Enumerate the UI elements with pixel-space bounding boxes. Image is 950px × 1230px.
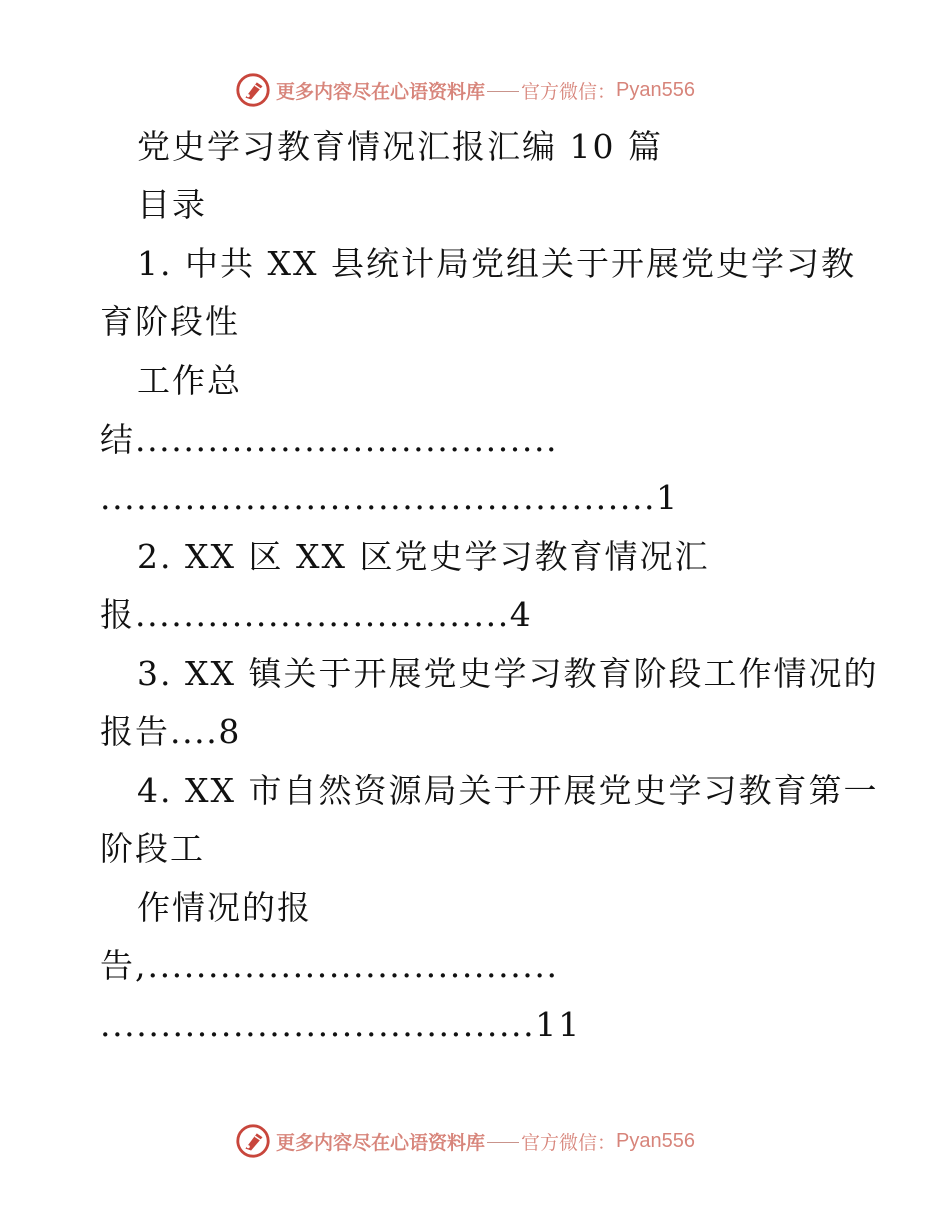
- toc-entry-2-page: 4: [509, 595, 533, 634]
- toc-entry-3-line2: [100, 712, 241, 752]
- watermark-slogan: 更多内容尽在心语资料库: [276, 80, 486, 103]
- toc-entry-1-leader-dots-2: ..............................................: [100, 478, 657, 517]
- toc-entry-1-leader-dots: ...................................: [135, 420, 559, 459]
- watermark-wechat-id: Pyan556: [616, 78, 695, 101]
- toc-entry-2-leader-dots: ...............................: [135, 595, 510, 634]
- toc-entry-1-title-line3: 工作总: [137, 361, 242, 400]
- toc-entry-4-number: 4.: [137, 771, 173, 810]
- toc-entry-2-line2: [100, 595, 533, 635]
- toc-entry-4-line5: [100, 1005, 581, 1045]
- watermark-wechat-id: Pyan556: [616, 1129, 695, 1152]
- toc-entry-4-leader-dots-2: ....................................: [100, 1005, 536, 1044]
- watermark-separator: [487, 91, 519, 92]
- toc-entry-1-line5: [100, 478, 679, 518]
- watermark-wechat-label: 官方微信：: [521, 80, 617, 103]
- toc-entry-3[interactable]: [137, 654, 878, 694]
- toc-entry-1-title-line2: 育阶段性: [100, 302, 240, 341]
- toc-entry-4-title-line4: 告,: [100, 946, 148, 985]
- watermark-banner-top: [234, 70, 695, 110]
- watermark-slogan: 更多内容尽在心语资料库: [276, 1131, 486, 1154]
- toc-entry-1-title-line1: 中共 XX 县统计局党组关于开展党史学习教: [185, 244, 856, 283]
- watermark-wechat-label: 官方微信：: [521, 1131, 617, 1154]
- toc-entry-1-page: 1: [656, 478, 680, 517]
- toc-entry-2-number: 2.: [137, 537, 173, 576]
- toc-heading: 目录: [137, 185, 207, 224]
- toc-entry-2-title-line2: 报: [100, 595, 135, 634]
- toc-entry-1-number: 1.: [137, 244, 173, 283]
- toc-entry-4-leader-dots: ..................................: [147, 946, 559, 985]
- pen-nib-circle-icon: [234, 1122, 272, 1160]
- toc-entry-1-title-line4: 结: [100, 420, 135, 459]
- toc-entry-2[interactable]: [137, 537, 709, 577]
- watermark-banner-bottom: [234, 1121, 695, 1161]
- toc-entry-2-title-line1: XX 区 XX 区党史学习教育情况汇: [185, 537, 710, 576]
- toc-entry-3-page: 8: [218, 712, 242, 751]
- watermark-separator: [487, 1142, 519, 1143]
- toc-entry-4[interactable]: [137, 771, 878, 811]
- pen-nib-circle-icon: [234, 71, 272, 109]
- toc-entry-3-title-line1: XX 镇关于开展党史学习教育阶段工作情况的: [185, 654, 879, 693]
- toc-entry-4-title-line1: XX 市自然资源局关于开展党史学习教育第一: [185, 771, 879, 810]
- toc-entry-1-line4: [100, 420, 558, 460]
- toc-entry-4-line4: [100, 946, 559, 986]
- toc-entry-4-title-line2: 阶段工: [100, 829, 205, 868]
- toc-entry-4-title-line3: 作情况的报: [137, 888, 312, 927]
- document-title: 党史学习教育情况汇报汇编 10 篇: [137, 127, 663, 166]
- toc-entry-3-title-line2: 报告: [100, 712, 170, 751]
- toc-entry-3-number: 3.: [137, 654, 173, 693]
- toc-entry-1[interactable]: [137, 244, 856, 284]
- toc-entry-4-page: 11: [535, 1005, 582, 1044]
- toc-entry-3-leader-dots: ....: [170, 712, 219, 751]
